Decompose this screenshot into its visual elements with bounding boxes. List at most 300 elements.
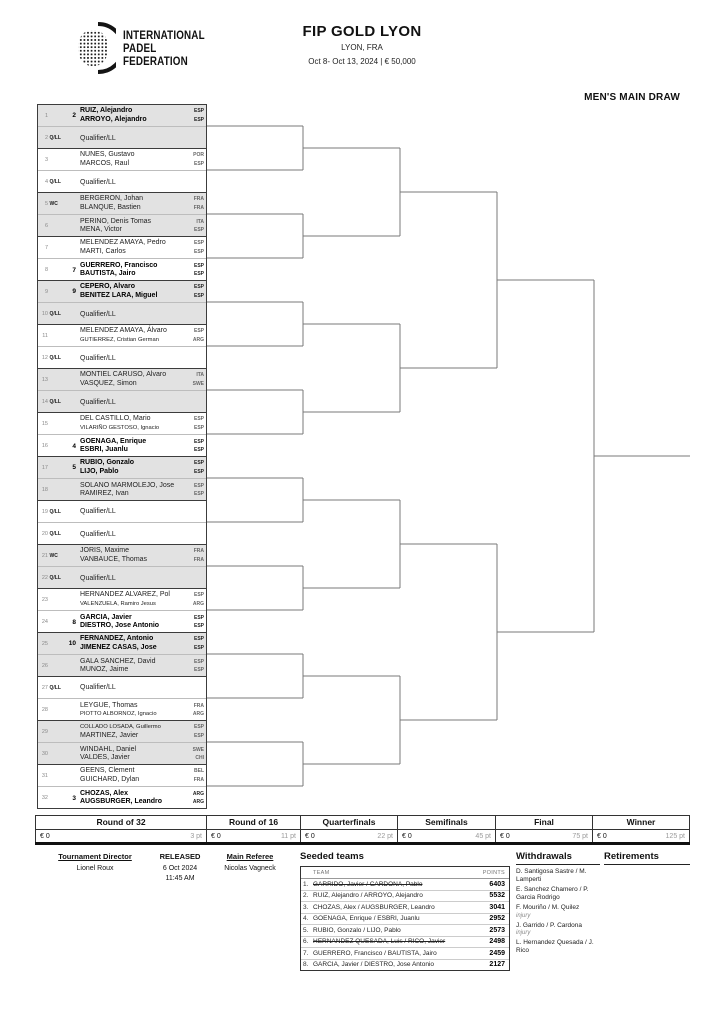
entry-countries — [184, 699, 206, 721]
player-name: BENITEZ LARA, Miguel — [80, 291, 158, 299]
entry-position — [38, 325, 65, 346]
entry-number: 31 — [41, 772, 48, 779]
player-name: JIMENEZ CASAS, Jose — [80, 643, 157, 651]
entry-number: 29 — [41, 728, 48, 735]
entry-seed — [65, 743, 76, 765]
draw-entry — [38, 589, 206, 611]
match-pair — [37, 192, 207, 237]
entry-countries — [184, 523, 206, 545]
seeded-team-row — [301, 902, 509, 914]
player-name: COLLADO LOSADA, Guillermo — [80, 724, 161, 730]
draw-entry — [38, 325, 206, 347]
round-label: Winner — [593, 816, 689, 830]
entry-position — [38, 787, 65, 809]
entry-position — [38, 655, 65, 677]
entry-team — [76, 765, 184, 786]
match-pair — [37, 544, 207, 589]
match-pair — [37, 632, 207, 677]
event-header — [0, 23, 724, 66]
entry-number: 11 — [42, 332, 48, 339]
round-points: 75 pt — [572, 832, 588, 840]
entry-position — [38, 413, 65, 434]
entry-team — [76, 347, 184, 369]
round-points: 125 pt — [665, 832, 685, 840]
match-pair — [37, 588, 207, 633]
match-pair — [37, 500, 207, 545]
match-pair — [37, 456, 207, 501]
draw-entry — [38, 237, 206, 259]
entry-team — [76, 501, 184, 522]
entry-number: 13 — [41, 376, 48, 383]
player-country: ESP — [193, 240, 204, 246]
entry-countries — [184, 677, 206, 698]
draw-entry — [38, 655, 206, 677]
logo-line-3: FEDERATION — [123, 53, 188, 68]
entry-position — [38, 457, 65, 478]
round-fee-row — [301, 830, 397, 842]
entry-number: 3 — [44, 156, 48, 163]
released-time: 11:45 AM — [165, 875, 195, 882]
player-country: ITA — [196, 372, 204, 378]
entry-countries — [184, 193, 206, 214]
entry-number: 5 — [44, 200, 48, 207]
entry-countries — [184, 105, 206, 126]
seeded-team-name: HERNANDEZ QUESADA, Luis / RICO, Javier — [313, 938, 446, 946]
entry-position — [38, 127, 65, 149]
entry-team — [76, 435, 184, 457]
qualifier-label: Qualifier/LL — [80, 684, 116, 691]
round-fee-row — [36, 830, 206, 842]
entry-number: 14 — [41, 399, 48, 405]
player-country: POR — [193, 152, 204, 158]
seeded-team-rank: 5. — [303, 926, 309, 934]
entry-seed — [65, 765, 76, 786]
entry-seed — [65, 303, 76, 325]
entry-countries — [184, 171, 206, 193]
entry-team — [76, 391, 184, 413]
qualifier-label: Qualifier/LL — [80, 398, 116, 406]
entry-position — [38, 369, 65, 390]
seeded-team-row — [301, 925, 509, 937]
entry-seed — [65, 149, 76, 170]
entry-seed — [65, 501, 76, 522]
seeded-team-name: GOENAGA, Enrique / ESBRI, Juanlu — [313, 915, 420, 923]
entry-position — [38, 391, 65, 413]
entry-countries — [184, 545, 206, 566]
seeded-team-points: 2573 — [489, 926, 505, 934]
entry-number: 7 — [44, 244, 48, 251]
entry-seed — [65, 347, 76, 369]
draw-entry — [38, 369, 206, 391]
seeded-team-rank: 4. — [303, 915, 309, 923]
player-name: VILARIÑO GESTOSO, Ignacio — [80, 424, 160, 431]
entry-countries — [184, 127, 206, 149]
round-label: Final — [496, 816, 592, 830]
draw-entry — [38, 303, 206, 325]
withdrawal-team: L. Hernandez Quesada / J. Rico — [516, 939, 594, 954]
entry-team — [76, 259, 184, 281]
withdrawal-team: E. Sanchez Chamero / P. Garcia Rodrigo — [516, 886, 589, 901]
withdrawals-title: Withdrawals — [516, 851, 600, 865]
player-country: ESP — [193, 724, 204, 730]
player-country: ARG — [192, 336, 204, 343]
player-country: ESP — [193, 491, 204, 497]
entry-tag: Q/LL — [49, 575, 61, 581]
entry-seed — [65, 567, 76, 589]
player-country: ESP — [193, 482, 204, 489]
player-country: FRA — [193, 204, 204, 211]
round-fee: € 0 — [402, 832, 412, 840]
player-name: VASQUEZ, Simon — [80, 379, 137, 387]
seeded-team-name: GARCIA, Javier / DIESTRO, Jose Antonio — [313, 961, 435, 969]
player-country: ESP — [193, 592, 204, 598]
entry-countries — [184, 611, 206, 633]
entry-number: 10 — [41, 311, 48, 317]
draw-entry — [38, 501, 206, 523]
round-column — [35, 816, 206, 842]
draw-entry — [38, 105, 206, 127]
player-name: PIOTTO ALBORNOZ, Ignacio — [80, 711, 157, 717]
player-name: RUBIO, Gonzalo — [80, 459, 135, 466]
draw-entry — [38, 567, 206, 589]
entry-seed — [65, 391, 76, 413]
player-name: CEPERO, Alvaro — [80, 283, 135, 290]
entry-number: 2 — [44, 135, 48, 141]
entry-position — [38, 347, 65, 369]
player-country: CHI — [195, 755, 204, 761]
entry-position — [38, 721, 65, 742]
entry-seed: 3 — [72, 794, 76, 802]
entry-number: 15 — [41, 420, 48, 427]
entry-countries — [184, 369, 206, 390]
entry-countries — [184, 215, 206, 237]
match-pair — [37, 720, 207, 765]
player-country: ESP — [193, 447, 204, 453]
seeded-team-rank: 7. — [303, 949, 309, 957]
draw-entry — [38, 677, 206, 699]
match-pair — [37, 148, 207, 193]
player-country: ESP — [193, 614, 204, 621]
player-name: WINDAHL, Daniel — [80, 745, 137, 753]
player-name: MARCOS, Raul — [80, 159, 130, 167]
entry-seed — [65, 127, 76, 149]
player-country: ESP — [193, 227, 204, 233]
entry-number: 20 — [41, 531, 48, 537]
divider-bar — [35, 842, 690, 845]
match-pair — [37, 280, 207, 325]
seeded-team-points: 5532 — [489, 892, 505, 900]
entry-countries — [184, 237, 206, 258]
draw-entry — [38, 259, 206, 281]
entry-tag: WC — [49, 552, 58, 559]
round-column — [592, 816, 690, 842]
entry-tag: WC — [49, 200, 58, 207]
player-country: ESP — [193, 284, 204, 290]
round-column — [495, 816, 592, 842]
player-name: DEL CASTILLO, Mario — [80, 415, 151, 422]
entry-number: 4 — [44, 179, 48, 185]
entry-seed: 10 — [68, 640, 76, 647]
entry-team — [76, 567, 184, 589]
entry-team — [76, 721, 184, 742]
seeded-team-rank: 1. — [303, 880, 309, 888]
seeded-team-rank: 2. — [303, 892, 309, 900]
player-name: HERNANDEZ ALVAREZ, Pol — [80, 591, 170, 598]
seeded-team-row — [301, 948, 509, 960]
entry-position — [38, 567, 65, 589]
match-pair — [37, 412, 207, 457]
player-name: BERGERON, Johan — [80, 195, 144, 202]
player-country: ESP — [193, 160, 204, 167]
entry-seed: 5 — [72, 464, 76, 471]
seeded-team-name: GARRIDO, Javier / CARDONA, Pablo — [313, 880, 423, 888]
round-fee: € 0 — [40, 832, 50, 840]
entry-seed — [65, 193, 76, 214]
entry-number: 27 — [41, 684, 48, 691]
entry-team — [76, 105, 184, 126]
draw-entry — [38, 479, 206, 501]
seeded-team-rank: 8. — [303, 961, 309, 969]
round-label: Round of 16 — [207, 816, 300, 830]
round-points: 11 pt — [280, 832, 296, 840]
player-name: GUERRERO, Francisco — [80, 261, 158, 269]
qualifier-label: Qualifier/LL — [80, 574, 116, 582]
entry-tag: Q/LL — [49, 508, 61, 515]
entry-team — [76, 281, 184, 302]
entry-team — [76, 215, 184, 237]
draw-entry — [38, 765, 206, 787]
draw-entry — [38, 435, 206, 457]
seeded-team-rank: 6. — [303, 938, 309, 946]
entry-countries — [184, 655, 206, 677]
draw-entry — [38, 611, 206, 633]
draw-entry — [38, 347, 206, 369]
player-name: GALA SANCHEZ, David — [80, 657, 156, 665]
match-pair — [37, 104, 207, 149]
released-label: RELEASED — [159, 852, 201, 861]
entry-position — [38, 589, 65, 610]
player-country: ESP — [193, 262, 204, 269]
entry-countries — [184, 479, 206, 501]
entry-position — [38, 259, 65, 281]
entry-position — [38, 171, 65, 193]
player-name: GARCIA, Javier — [80, 613, 132, 621]
entry-team — [76, 523, 184, 545]
match-pair — [37, 764, 207, 809]
entry-number: 6 — [44, 223, 48, 229]
player-name: VALDES, Javier — [80, 754, 130, 761]
qualifier-label: Qualifier/LL — [80, 178, 116, 186]
player-name: CHOZAS, Alex — [80, 789, 128, 797]
draw-entry — [38, 193, 206, 215]
entry-tag: Q/LL — [49, 311, 61, 317]
player-country: ESP — [193, 438, 204, 445]
player-name: PERINO, Denis Tomas — [80, 217, 152, 225]
entry-position — [38, 281, 65, 302]
entry-countries — [184, 413, 206, 434]
entry-position — [38, 193, 65, 214]
round-column — [300, 816, 397, 842]
round-fee: € 0 — [500, 832, 510, 840]
player-name: AUGSBURGER, Leandro — [80, 798, 163, 805]
player-name: VALENZUELA, Ramiro Jesus — [80, 600, 156, 607]
draw-entry — [38, 281, 206, 303]
player-country: FRA — [193, 196, 204, 202]
qualifier-label: Qualifier/LL — [80, 530, 116, 538]
player-name: GUTIERREZ, Cristian German — [80, 336, 159, 343]
draw-entry — [38, 171, 206, 193]
entry-number: 22 — [41, 575, 48, 581]
entry-seed — [65, 479, 76, 501]
player-name: MELENDEZ AMAYA, Álvaro — [80, 327, 167, 334]
entry-position — [38, 501, 65, 522]
entry-countries — [184, 721, 206, 742]
entry-position — [38, 105, 65, 126]
entry-number: 8 — [44, 267, 48, 273]
tournament-director-name: Lionel Roux — [76, 865, 114, 872]
player-country: FRA — [193, 556, 204, 563]
draw-entry — [38, 149, 206, 171]
entry-countries — [184, 787, 206, 809]
seeded-team-points: 2127 — [489, 961, 505, 969]
player-name: GUICHARD, Dylan — [80, 775, 140, 783]
entry-seed — [65, 523, 76, 545]
player-country: SWE — [192, 746, 204, 753]
entry-number: 19 — [41, 508, 48, 515]
player-name: MELENDEZ AMAYA, Pedro — [80, 239, 166, 246]
player-country: ESP — [193, 644, 204, 651]
entry-team — [76, 633, 184, 654]
entry-number: 30 — [41, 751, 48, 757]
seeded-team-row — [301, 914, 509, 926]
seeded-team-row — [301, 891, 509, 903]
draw-entry — [38, 127, 206, 149]
player-country: ITA — [196, 218, 204, 225]
entry-team — [76, 237, 184, 258]
retirements-block — [604, 851, 690, 865]
withdrawal-note: injury — [516, 930, 531, 936]
player-country: ESP — [193, 460, 204, 466]
entry-countries — [184, 743, 206, 765]
entry-seed: 7 — [72, 266, 76, 274]
player-country: ARG — [192, 799, 204, 805]
player-name: GOENAGA, Enrique — [80, 437, 147, 445]
withdrawal-team: J. Garrido / P. Cardona — [516, 921, 582, 929]
draw-entry — [38, 545, 206, 567]
seeded-team-row — [301, 879, 509, 891]
round-fee: € 0 — [305, 832, 315, 840]
draw-entry — [38, 699, 206, 721]
player-country: ARG — [192, 790, 204, 797]
entry-number: 16 — [41, 443, 48, 449]
entry-team — [76, 655, 184, 677]
main-referee-block — [212, 852, 288, 873]
player-country: ESP — [193, 667, 204, 673]
seeded-teams-title: Seeded teams — [300, 851, 364, 862]
event-location: LYON, FRA — [341, 43, 383, 52]
entry-countries — [184, 325, 206, 346]
withdrawal-note: injury — [516, 912, 531, 919]
player-name: MUNOZ, Jaime — [80, 666, 129, 673]
entry-position — [38, 237, 65, 258]
entry-countries — [184, 435, 206, 457]
round-points: 45 pt — [475, 832, 491, 840]
entry-team — [76, 787, 184, 809]
player-country: SWE — [192, 380, 204, 387]
entry-number: 1 — [44, 112, 48, 119]
retirements-title: Retirements — [604, 851, 690, 865]
entry-countries — [184, 589, 206, 610]
entry-team — [76, 369, 184, 390]
round-fee: € 0 — [211, 832, 221, 840]
seeded-team-points: 2498 — [489, 938, 505, 946]
entry-tag: Q/LL — [49, 531, 61, 537]
entry-position — [38, 215, 65, 237]
entry-position — [38, 479, 65, 501]
player-country: ESP — [193, 292, 204, 299]
seeded-team-row — [301, 960, 509, 971]
entry-seed — [65, 677, 76, 698]
main-referee-label: Main Referee — [226, 852, 274, 861]
seeded-teams-table — [300, 866, 510, 971]
player-country: ESP — [193, 116, 204, 123]
entry-team — [76, 171, 184, 193]
withdrawal-team: F. Mouriño / M. Quilez — [516, 904, 580, 911]
player-name: MARTINEZ, Javier — [80, 731, 139, 739]
player-country: ESP — [193, 468, 204, 475]
draw-title: MEN'S MAIN DRAW — [584, 92, 680, 103]
seeded-team-points: 2459 — [489, 949, 505, 957]
entry-position — [38, 633, 65, 654]
seeded-col-points: POINTS — [482, 869, 505, 876]
entry-seed: 8 — [72, 618, 76, 626]
player-country: ESP — [193, 658, 204, 665]
entry-number: 25 — [41, 640, 48, 647]
draw-entry — [38, 721, 206, 743]
player-country: FRA — [193, 702, 204, 709]
draw-entry — [38, 215, 206, 237]
player-country: ESP — [193, 732, 204, 739]
entry-countries — [184, 347, 206, 369]
entry-position — [38, 677, 65, 698]
entry-seed — [65, 171, 76, 193]
entry-team — [76, 127, 184, 149]
player-name: RAMIREZ, Ivan — [80, 490, 129, 497]
seeded-team-name: CHOZAS, Alex / AUGSBURGER, Leandro — [313, 903, 435, 911]
draw-entry — [38, 457, 206, 479]
entry-seed: 2 — [72, 112, 76, 119]
player-country: ESP — [193, 328, 204, 334]
player-country: ESP — [193, 248, 204, 255]
entry-position — [38, 435, 65, 457]
event-title: FIP GOLD LYON — [302, 23, 422, 40]
entry-team — [76, 303, 184, 325]
round-fee-row — [593, 830, 689, 842]
entry-tag: Q/LL — [49, 399, 61, 405]
round-points: 22 pt — [377, 832, 393, 840]
player-country: ESP — [193, 623, 204, 629]
entry-countries — [184, 567, 206, 589]
entry-countries — [184, 501, 206, 522]
entry-position — [38, 743, 65, 765]
player-name: MARTI, Carlos — [80, 247, 126, 255]
player-name: SOLANO MARMOLEJO, Jose — [80, 481, 175, 489]
round-of-32-entries — [37, 104, 207, 809]
player-country: ESP — [193, 636, 204, 642]
player-name: BLANQUE, Bastien — [80, 203, 141, 211]
player-name: MONTIEL CARUSO, Alvaro — [80, 371, 167, 378]
seeded-team-name: RUIZ, Alejandro / ARROYO, Alejandro — [313, 892, 423, 900]
